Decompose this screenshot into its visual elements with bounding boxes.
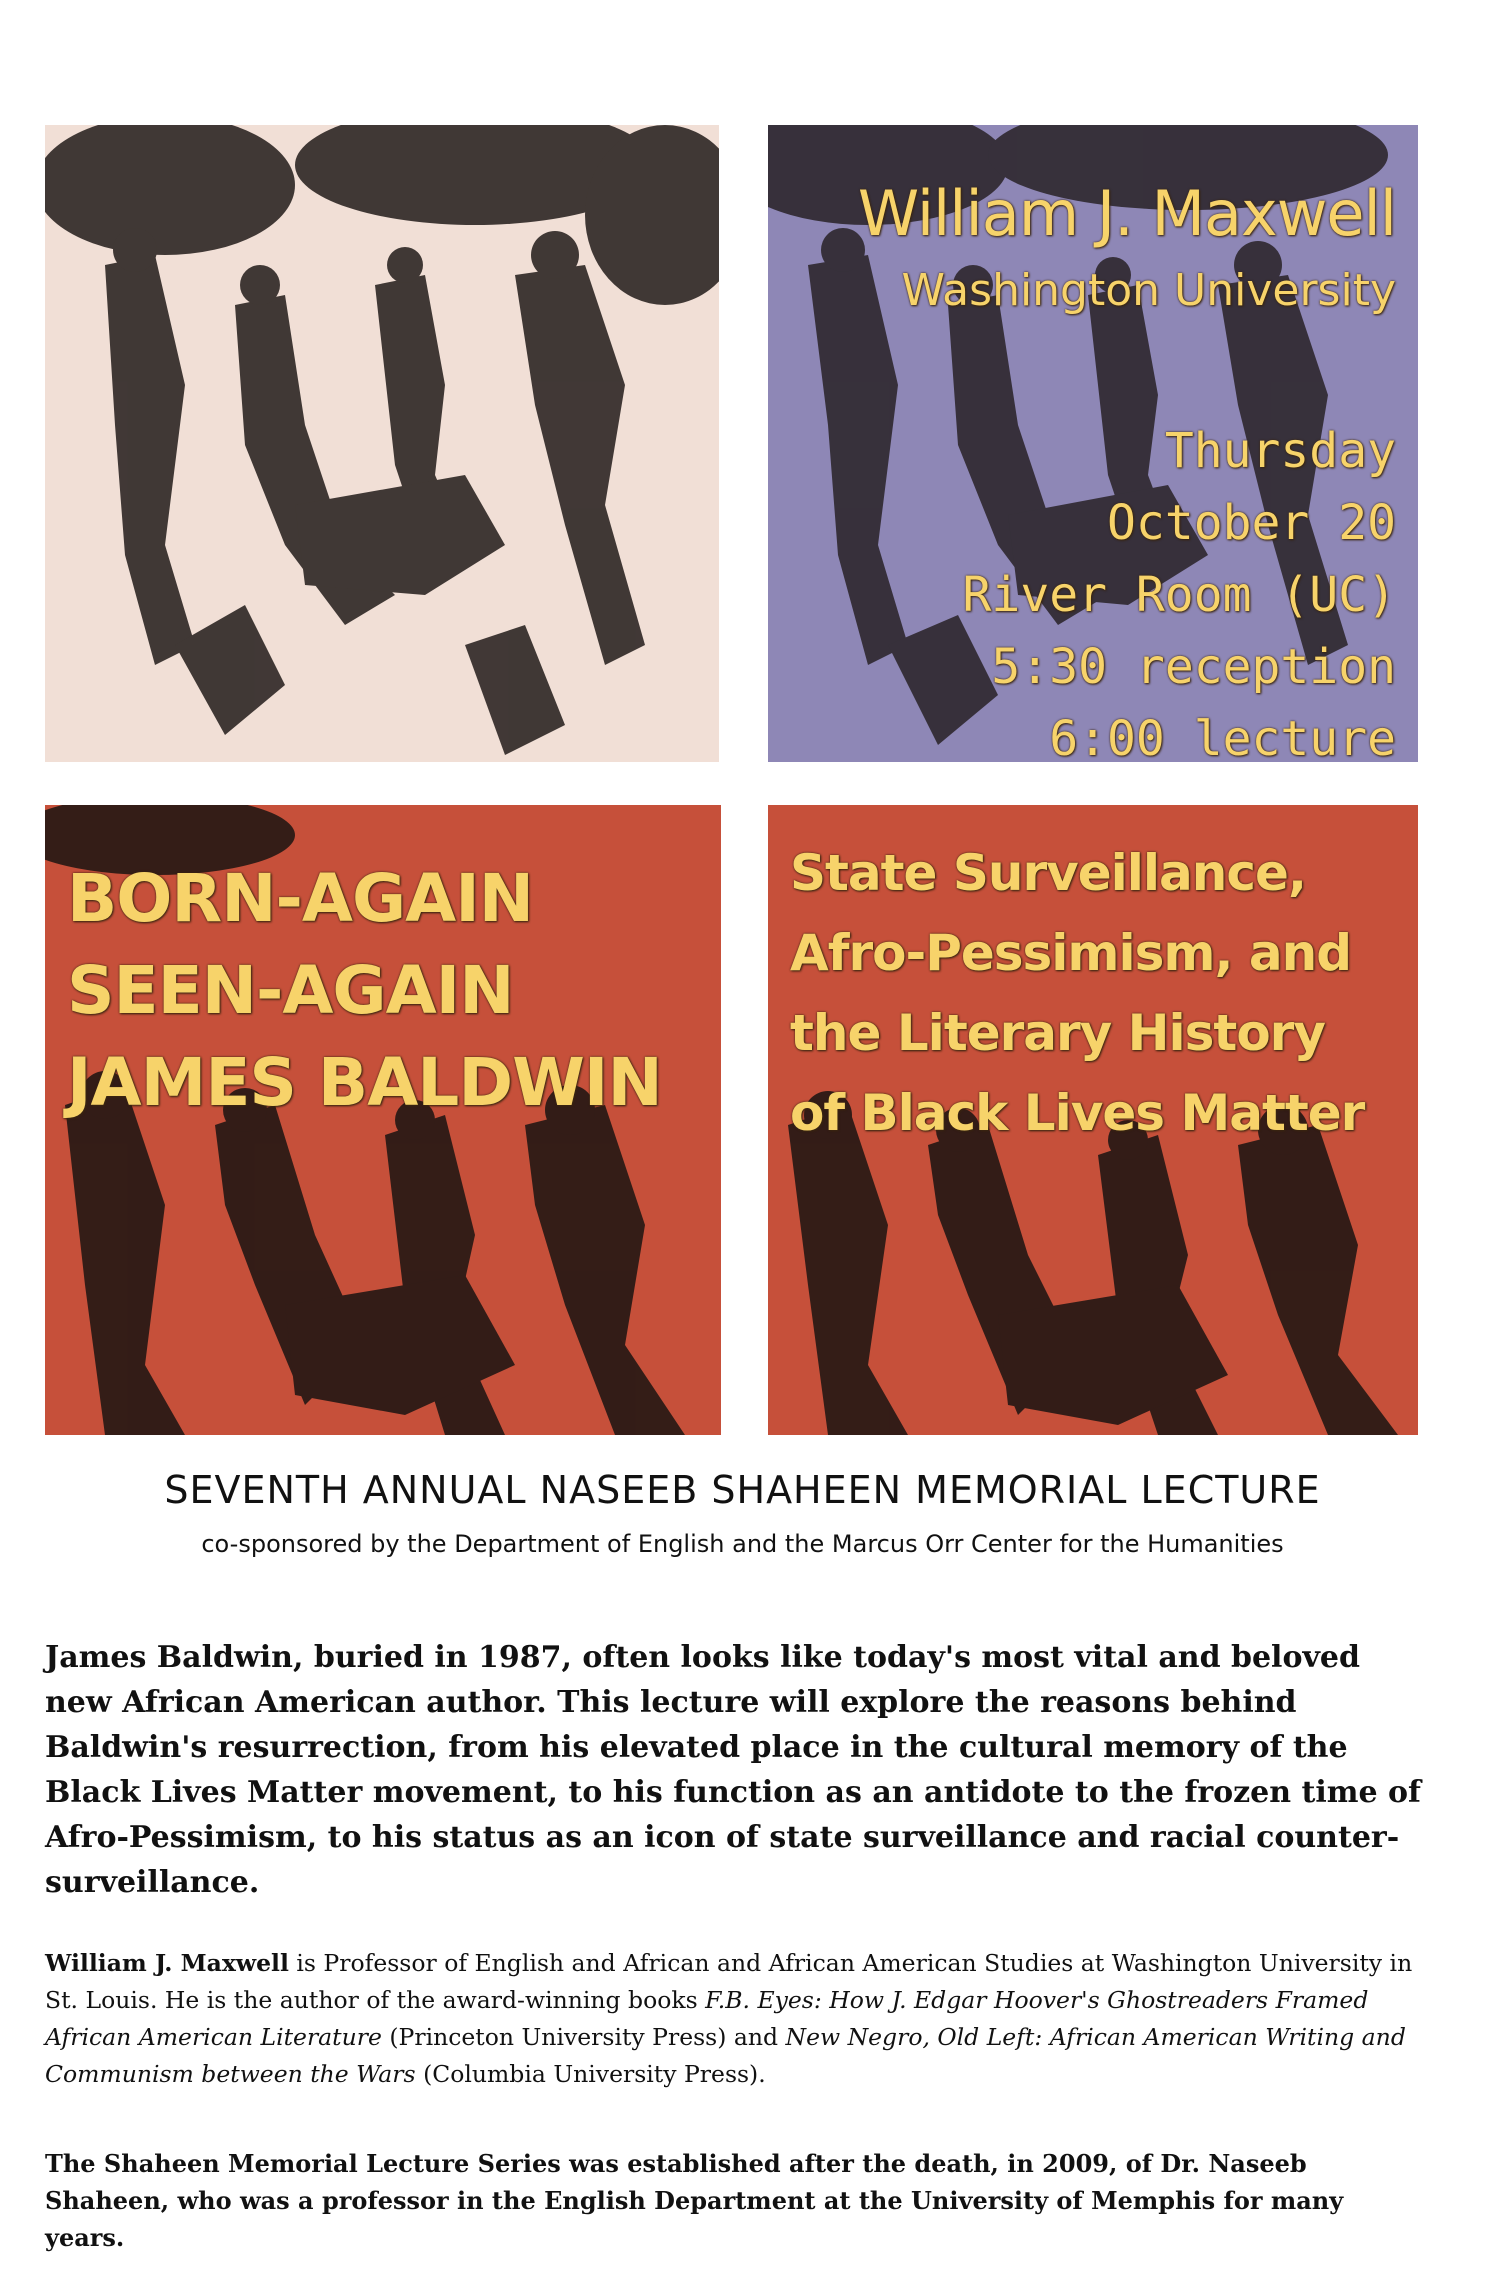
event-date: October 20 — [1107, 495, 1396, 551]
lecture-title-line-1: BORN-AGAIN — [67, 860, 533, 937]
lecture-title-line-3: JAMES BALDWIN — [67, 1044, 662, 1121]
speaker-bio — [45, 1945, 1425, 2093]
bio-book-title-2: New Negro, Old Left: African American Writing and Communism between the Wars — [45, 2023, 1406, 2088]
halftone-photo-art — [45, 125, 719, 762]
photo-panel-top-left — [45, 125, 719, 762]
bio-speaker-name: William J. Maxwell — [45, 1949, 289, 1977]
lecture-subtitle-line-4: of Black Lives Matter — [790, 1084, 1365, 1142]
lecture-title — [67, 853, 662, 1129]
series-heading: SEVENTH ANNUAL NASEEB SHAHEEN MEMORIAL LECTURE — [164, 1468, 1321, 1512]
event-location: River Room (UC) — [962, 567, 1396, 623]
photo-panel-bottom-right — [768, 805, 1418, 1435]
photo-panel-top-right — [768, 125, 1418, 762]
series-note: The Shaheen Memorial Lecture Series was established after the death, in 2009, of Dr. Naseeb Shaheen, who was a professor in the English Department at the University of Memphis for many years. — [45, 2149, 1344, 2252]
event-reception-time: 5:30 reception — [991, 639, 1396, 695]
lecture-subtitle-line-2: Afro-Pessimism, and — [790, 924, 1352, 982]
speaker-affiliation: Washington University — [901, 265, 1396, 316]
event-day: Thursday — [1164, 423, 1396, 479]
bio-book-title-1: F.B. Eyes: How J. Edgar Hoover's Ghostreaders Framed African American Literature — [45, 1986, 1369, 2051]
event-details — [963, 415, 1396, 762]
bio-publisher-2: (Columbia University Press). — [415, 2060, 766, 2088]
lecture-abstract: James Baldwin, buried in 1987, often looks like today's most vital and beloved new African American author. This lecture will explore the reasons behind Baldwin's resurrection, from his elevated place in the cultural memory of the Black Lives Matter movement, to his function as an antidote to the frozen time of Afro-Pessimism, to his status as an icon of state surveillance and racial counter-surveillance. — [45, 1640, 1421, 1900]
lecture-title-line-2: SEEN-AGAIN — [67, 952, 514, 1029]
bio-publisher-1: (Princeton University Press) and — [381, 2023, 786, 2051]
lecture-subtitle-line-1: State Surveillance, — [790, 844, 1306, 902]
cosponsor-line: co-sponsored by the Department of English and the Marcus Orr Center for the Humanities — [201, 1530, 1284, 1558]
lecture-subtitle-line-3: the Literary History — [790, 1004, 1325, 1062]
bio-text: is Professor of English and African and African American Studies at Washington University in St. Louis. He is the author of the award-winning books — [45, 1949, 1413, 2014]
event-lecture-time: 6:00 lecture — [1049, 711, 1396, 762]
speaker-name: William J. Maxwell — [857, 177, 1396, 250]
photo-panel-bottom-left — [45, 805, 721, 1435]
lecture-subtitle — [790, 833, 1364, 1153]
